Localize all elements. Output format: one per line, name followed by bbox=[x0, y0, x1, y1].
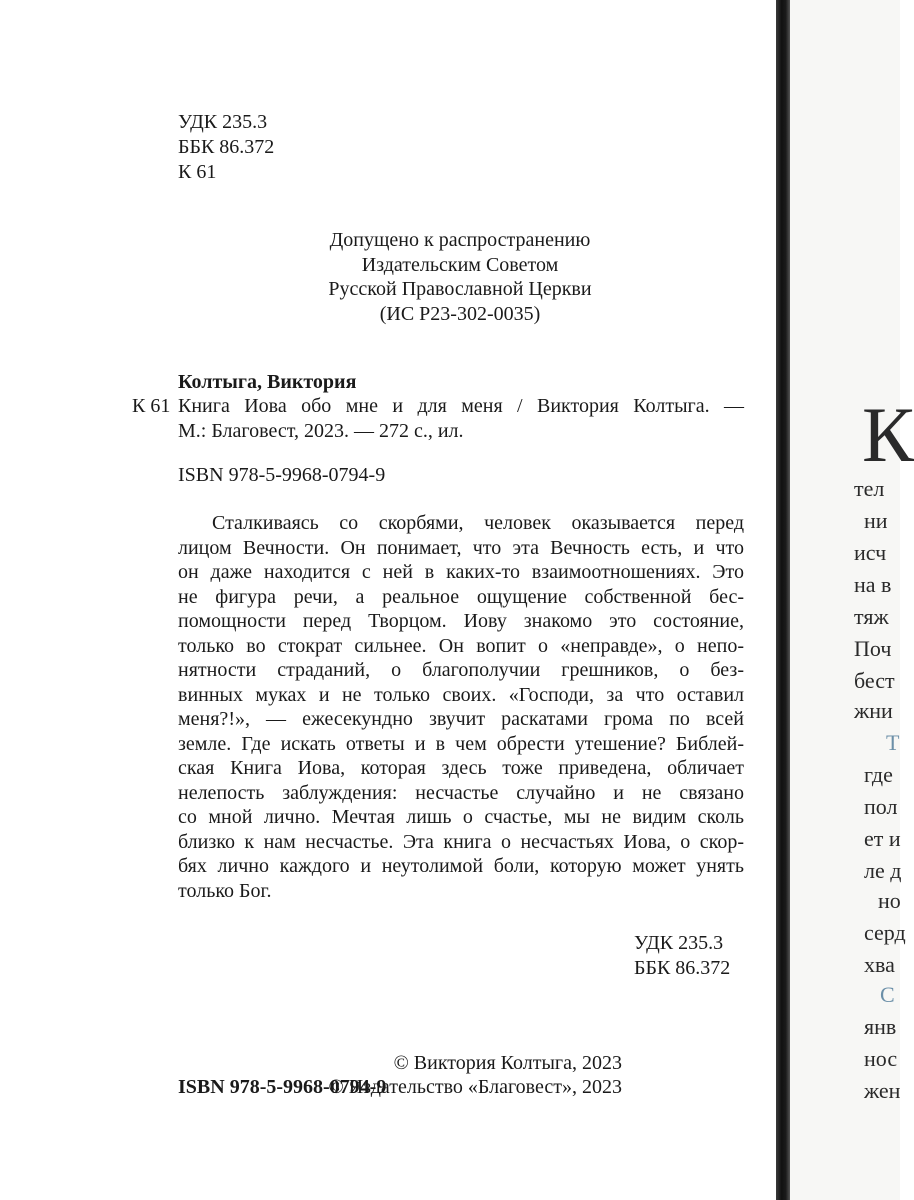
approval-line: Русской Православной Церкви bbox=[328, 278, 592, 300]
facing-fragment: ет и bbox=[864, 826, 901, 851]
abstract-line: со мной лично. Мечтая лишь о счастье, мы не видим сколь bbox=[178, 806, 744, 828]
abstract-line: меня?!», — ежесекундно звучит раскатами грома по всей bbox=[178, 708, 744, 730]
bbk-code-bottom: ББК 86.372 bbox=[634, 957, 731, 979]
bibliographic-record bbox=[178, 394, 744, 443]
facing-page bbox=[790, 0, 914, 1200]
abstract-line: только во стократ сильнее. Он вопит о «неправде», о непо- bbox=[178, 634, 744, 657]
book-spine bbox=[776, 0, 790, 1200]
facing-fragment: хва bbox=[864, 952, 895, 977]
facing-fragment: С bbox=[880, 982, 895, 1007]
abstract-line: не фигура речи, а реальное ощущение собственной бес- bbox=[178, 585, 744, 608]
bbk-code: ББК 86.372 bbox=[178, 136, 275, 158]
abstract-line: Сталкиваясь со скорбями, человек оказывается перед bbox=[212, 512, 744, 534]
facing-fragment: ни bbox=[864, 508, 888, 533]
approval-code: (ИС Р23-302-0035) bbox=[379, 302, 541, 325]
abstract-line: винных муках и не только своих. «Господи, за что оставил bbox=[178, 683, 744, 706]
author-mark: К 61 bbox=[178, 161, 217, 183]
copyright-author: © Виктория Колтыга, 2023 bbox=[393, 1052, 622, 1074]
facing-fragment: пол bbox=[864, 794, 898, 819]
facing-fragment: нос bbox=[864, 1046, 898, 1071]
copyright-publisher: © Издательство «Благовест», 2023 bbox=[328, 1076, 622, 1098]
approval-block bbox=[210, 228, 710, 326]
abstract-line: нелепость заблуждения: несчастье случайно и не связано bbox=[178, 781, 744, 804]
facing-fragment: янв bbox=[864, 1014, 897, 1039]
facing-fragment: жен bbox=[864, 1078, 901, 1103]
abstract-line: близко к нам несчастье. Эта книга о несчастьях Иова, о скор- bbox=[178, 830, 744, 853]
abstract-line: нятности страданий, о благополучии грешников, о без- bbox=[178, 659, 744, 681]
isbn-footer: ISBN 978-5-9968-0794-9 bbox=[178, 1076, 387, 1098]
isbn-record: ISBN 978-5-9968-0794-9 bbox=[178, 464, 386, 486]
facing-fragment: тяж bbox=[854, 604, 889, 629]
facing-fragment: тел bbox=[854, 476, 885, 501]
abstract-line: помощности перед Творцом. Иову знакомо это состояние, bbox=[178, 610, 744, 632]
drop-letter: К bbox=[862, 391, 914, 478]
facing-fragment: где bbox=[864, 762, 893, 787]
approval-line: Издательским Советом bbox=[361, 253, 559, 276]
facing-fragment: бест bbox=[854, 668, 895, 693]
facing-fragment: Поч bbox=[854, 636, 892, 661]
abstract-line: только Бог. bbox=[178, 879, 272, 902]
abstract-line: ская Книга Иова, которая здесь тоже приведена, обличает bbox=[178, 757, 744, 779]
facing-fragment: Т bbox=[886, 730, 900, 755]
bibliographic-mark: К 61 bbox=[132, 395, 171, 417]
facing-fragment: серд bbox=[864, 920, 906, 945]
facing-fragment: ле д bbox=[864, 858, 902, 883]
facing-fragment: исч bbox=[854, 540, 887, 565]
facing-fragment: на в bbox=[854, 572, 892, 597]
approval-line: Допущено к распространению bbox=[329, 229, 591, 251]
abstract-line: он даже находится с ней в каких-то взаимоотношениях. Это bbox=[178, 561, 744, 583]
abstract-line: бях лично каждого и неутолимой боли, которую может унять bbox=[178, 855, 744, 877]
facing-fragment: но bbox=[878, 888, 901, 913]
abstract bbox=[178, 511, 744, 903]
facing-fragment: жни bbox=[854, 698, 893, 723]
udk-code: УДК 235.3 bbox=[178, 111, 268, 133]
abstract-line: земле. Где искать ответы и в чем обрести утешение? Библей- bbox=[178, 732, 744, 755]
copyright-block bbox=[329, 1051, 622, 1099]
bibliographic-line: Книга Иова обо мне и для меня / Виктория Колтыга. — bbox=[178, 395, 744, 417]
udk-code-bottom: УДК 235.3 bbox=[634, 932, 724, 954]
bibliographic-line: М.: Благовест, 2023. — 272 с., ил. bbox=[178, 419, 464, 442]
abstract-line: лицом Вечности. Он понимает, что эта Вечность есть, и что bbox=[178, 536, 744, 559]
author-name: Колтыга, Виктория bbox=[178, 371, 357, 393]
